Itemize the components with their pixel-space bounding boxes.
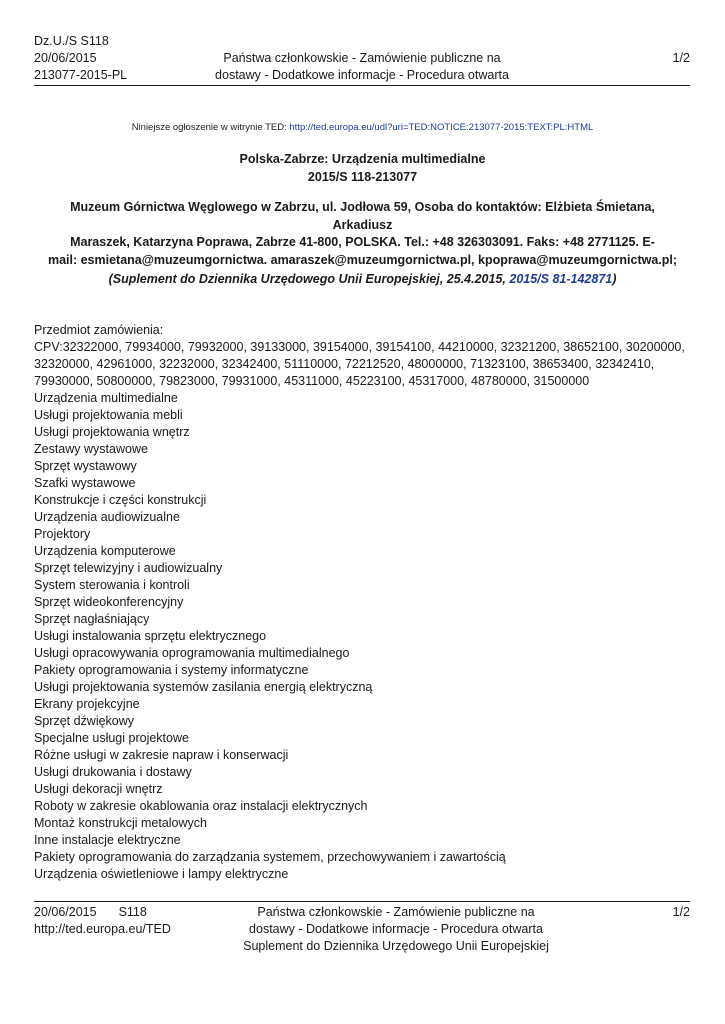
- contracting-authority: [40, 199, 685, 269]
- header-date: 20/06/2015: [34, 51, 97, 65]
- list-item: Pakiety oprogramowania i systemy informatyczne: [34, 663, 309, 677]
- list-item: Szafki wystawowe: [34, 476, 136, 490]
- header-page-number: 1/2: [672, 51, 690, 65]
- list-item: Urządzenia audiowizualne: [34, 510, 180, 524]
- notice-reference: 2015/S 118-213077: [307, 170, 418, 184]
- notice-id: 213077-2015-PL: [34, 68, 128, 82]
- list-item: Urządzenia multimedialne: [34, 391, 178, 405]
- list-item: Usługi projektowania wnętrz: [34, 425, 190, 439]
- list-item: Pakiety oprogramowania do zarządzania systemem, przechowywaniem i zawartością: [34, 850, 506, 864]
- list-item: Specjalne usługi projektowe: [34, 731, 189, 745]
- list-item: Usługi projektowania mebli: [34, 408, 183, 422]
- footer-left: [34, 904, 171, 938]
- doc-code: Dz.U./S S118: [34, 34, 109, 48]
- list-item: Urządzenia oświetleniowe i lampy elektryczne: [34, 867, 289, 881]
- subject-section: [34, 322, 684, 883]
- list-item: Sprzęt nagłaśniający: [34, 612, 150, 626]
- footer-divider: [34, 901, 690, 902]
- list-item: Różne usługi w zakresie napraw i konserwacji: [34, 748, 289, 762]
- footer-title-line3: Suplement do Dziennika Urzędowego Unii Europejskiej: [243, 939, 549, 953]
- footer-site-link[interactable]: http://ted.europa.eu/TED: [34, 922, 171, 936]
- list-item: Roboty w zakresie okablowania oraz instalacji elektrycznych: [34, 799, 368, 813]
- list-item: Montaż konstrukcji metalowych: [34, 816, 207, 830]
- list-item: System sterowania i kontroli: [34, 578, 190, 592]
- footer-title-line2: dostawy - Dodatkowe informacje - Procedura otwarta: [249, 922, 543, 936]
- cpv-line: CPV:32322000, 79934000, 79932000, 39133000, 39154000, 39154100, 44210000, 32321200, 38652100, 30200000,: [34, 340, 685, 354]
- ted-notice-link[interactable]: http://ted.europa.eu/udl?uri=TED:NOTICE:213077-2015:TEXT:PL:HTML: [289, 122, 594, 133]
- cpv-line: 79930000, 50800000, 79823000, 79931000, 45311000, 45223100, 45317000, 48780000, 31500000: [34, 374, 590, 388]
- authority-line3: mail: esmietana@muzeumgornictwa. amaraszek@muzeumgornictwa.pl, kpoprawa@muzeumgornictwa.pl;: [47, 252, 678, 267]
- ted-notice: [0, 122, 725, 133]
- header-divider: [34, 85, 690, 86]
- page-header: [34, 33, 690, 86]
- list-item: Sprzęt telewizyjny i audiowizualny: [34, 561, 223, 575]
- list-item: Urządzenia komputerowe: [34, 544, 176, 558]
- list-item: Sprzęt dźwiękowy: [34, 714, 135, 728]
- authority-line2: Maraszek, Katarzyna Poprawa, Zabrze 41-800, POLSKA. Tel.: +48 326303091. Faks: +48 2771125. E-: [70, 235, 655, 249]
- list-item: Ekrany projekcyjne: [34, 697, 140, 711]
- list-item: Konstrukcje i części konstrukcji: [34, 493, 207, 507]
- footer-date: 20/06/2015: [34, 905, 97, 919]
- list-item: Usługi dekoracji wnętrz: [34, 782, 163, 796]
- authority-line1: Muzeum Górnictwa Węglowego w Zabrzu, ul. Jodłowa 59, Osoba do kontaktów: Elżbieta Śmietana, Arkadiusz: [70, 200, 655, 232]
- cpv-line: 32320000, 42961000, 32232000, 32342400, 51110000, 72212520, 48000000, 71323100, 38653400, 32342410,: [34, 357, 655, 371]
- notice-title-line1: Polska-Zabrze: Urządzenia multimedialne: [239, 152, 486, 166]
- list-item: Usługi opracowywania oprogramowania multimedialnego: [34, 646, 350, 660]
- notice-title: [0, 150, 725, 186]
- suplement-suffix: ): [612, 272, 617, 286]
- list-item: Projektory: [34, 527, 91, 541]
- header-title-line1: Państwa członkowskie - Zamówienie publiczne na: [223, 51, 501, 65]
- list-item: Usługi projektowania systemów zasilania energią elektryczną: [34, 680, 373, 694]
- header-title-line2: dostawy - Dodatkowe informacje - Procedura otwarta: [215, 68, 509, 82]
- subject-heading: Przedmiot zamówienia:: [34, 323, 164, 337]
- footer-series: S118: [118, 905, 147, 919]
- page-footer: [34, 904, 690, 964]
- ted-notice-prefix: Niniejsze ogłoszenie w witrynie TED:: [131, 122, 290, 133]
- footer-page-number: 1/2: [672, 905, 690, 919]
- header-title: [184, 50, 540, 84]
- list-item: Sprzęt wystawowy: [34, 459, 137, 473]
- suplement-link[interactable]: 2015/S 81-142871: [509, 272, 613, 286]
- suplement-reference: [0, 272, 725, 286]
- header-left: [34, 33, 127, 84]
- footer-title-line1: Państwa członkowskie - Zamówienie publiczne na: [257, 905, 535, 919]
- list-item: Zestawy wystawowe: [34, 442, 148, 456]
- footer-title: [184, 904, 608, 955]
- list-item: Usługi drukowania i dostawy: [34, 765, 192, 779]
- list-item: Usługi instalowania sprzętu elektrycznego: [34, 629, 267, 643]
- list-item: Sprzęt wideokonferencyjny: [34, 595, 184, 609]
- suplement-prefix: (Suplement do Dziennika Urzędowego Unii Europejskiej, 25.4.2015,: [108, 272, 510, 286]
- list-item: Inne instalacje elektryczne: [34, 833, 181, 847]
